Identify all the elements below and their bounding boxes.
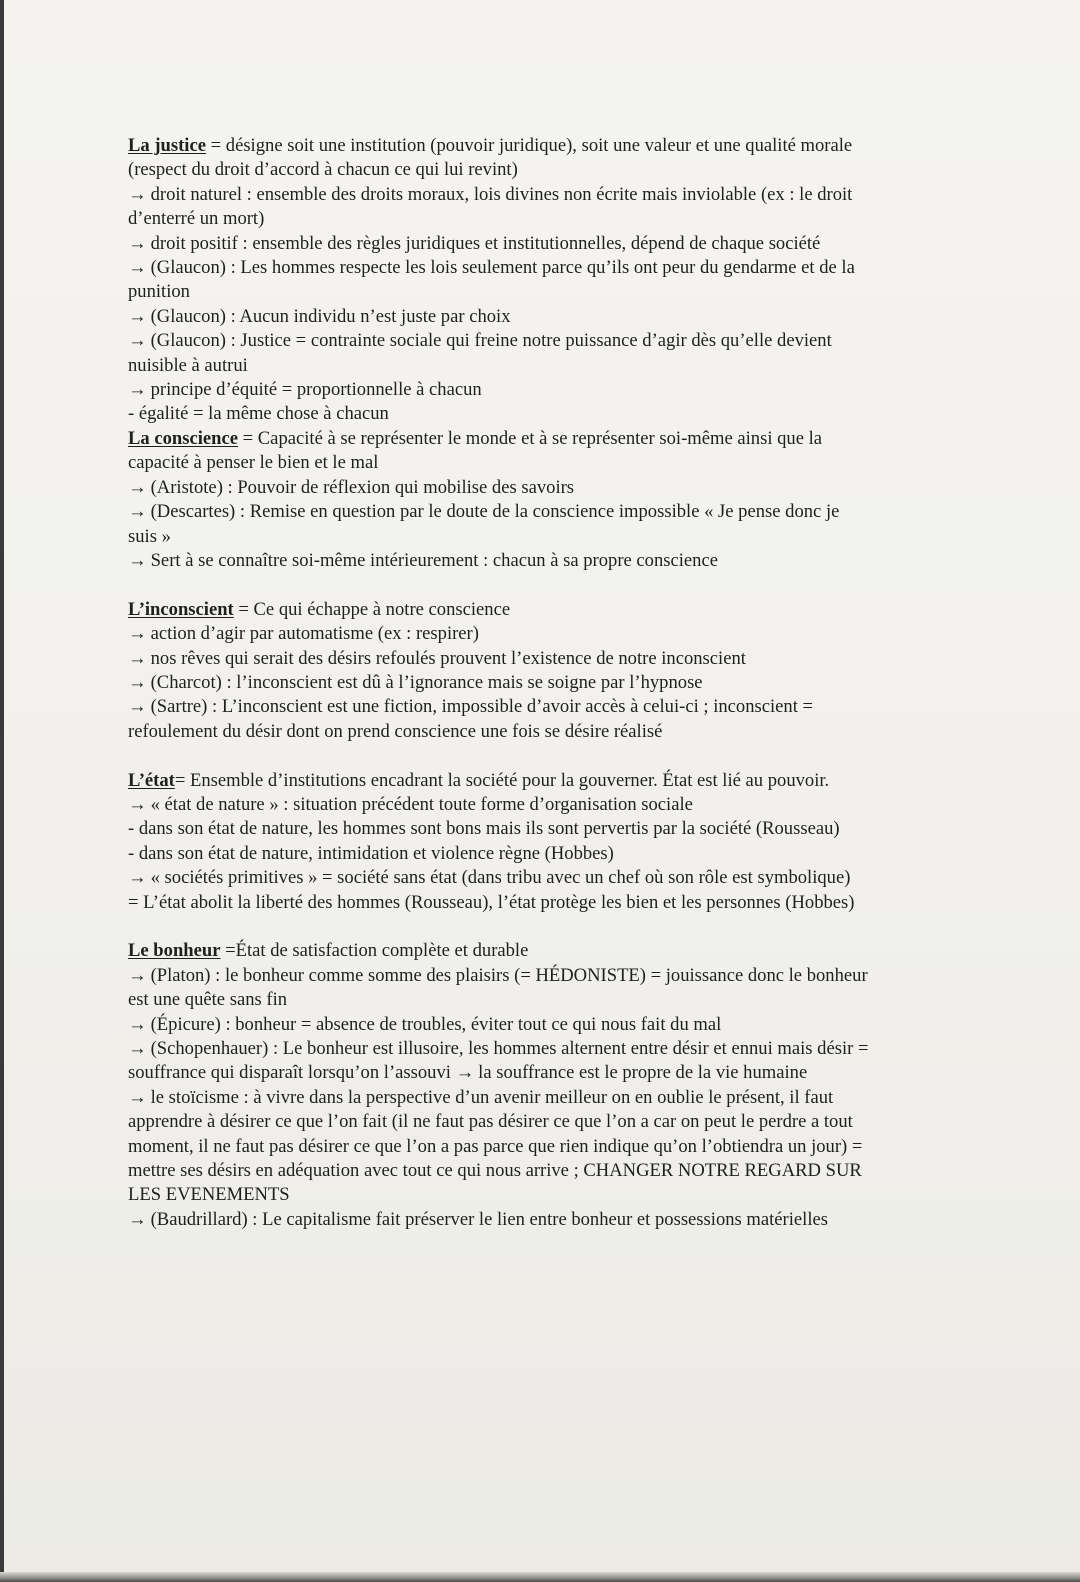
etat-definition: = Ensemble d’institutions encadrant la société pour la gouverner. État est lié au pouvoir. [174,769,830,791]
bonheur-line: → (Épicure) : bonheur = absence de troubles, éviter tout ce qui nous fait du mal [128,1013,948,1037]
bonheur-line: mettre ses désirs en adéquation avec tout ce qui nous arrive ; CHANGER NOTRE REGARD SUR [128,1160,862,1182]
section-conscience [128,427,948,573]
arrow-icon: → [128,1037,147,1059]
arrow-icon: → [128,305,147,327]
conscience-heading-line [128,427,948,451]
arrow-icon: → [128,1208,147,1230]
page-left-edge [0,0,4,1582]
bonheur-definition: =État de satisfaction complète et durable [220,940,529,962]
conscience-heading: La conscience [128,427,238,449]
justice-line: → (Glaucon) : Justice = contrainte sociale qui freine notre puissance d’agir dès qu’elle devient [128,329,948,353]
inconscient-line: → nos rêves qui serait des désirs refoulés prouvent l’existence de notre inconscient [128,647,948,671]
justice-line: nuisible à autrui [128,354,248,376]
section-inconscient [128,598,948,744]
arrow-icon: → [128,1013,147,1035]
bonheur-line: LES EVENEMENTS [128,1184,290,1206]
etat-line: = L’état abolit la liberté des hommes (Rousseau), l’état protège les bien et les personnes (Hobbes) [128,891,855,913]
bonheur-heading-line [128,939,948,963]
inconscient-line: → (Sartre) : L’inconscient est une fiction, impossible d’avoir accès à celui-ci ; inconscient = [128,695,948,719]
section-justice [128,134,948,427]
justice-line: → principe d’équité = proportionnelle à chacun [128,378,948,402]
arrow-icon: → [128,257,147,279]
inconscient-line: → (Charcot) : l’inconscient est dû à l’ignorance mais se soigne par l’hypnose [128,671,948,695]
bonheur-line: souffrance qui disparaît lorsqu’on l’assouvi → la souffrance est le propre de la vie humaine [128,1061,948,1085]
justice-line: → droit naturel : ensemble des droits moraux, lois divines non écrite mais inviolable (ex : le droit [128,183,948,207]
justice-heading-line [128,134,948,158]
justice-line: d’enterré un mort) [128,208,265,230]
section-etat [128,769,948,915]
inconscient-heading-line [128,598,948,622]
arrow-icon: → [128,549,147,571]
etat-line: - dans son état de nature, intimidation et violence règne (Hobbes) [128,842,614,864]
justice-line: - égalité = la même chose à chacun [128,403,389,425]
bonheur-line: moment, il ne faut pas désirer ce que l’on a pas parce que rien indique qu’on l’obtiendra un jour) = [128,1135,863,1157]
inconscient-definition: = Ce qui échappe à notre conscience [233,598,511,620]
section-bonheur [128,939,948,1232]
conscience-line: capacité à penser le bien et le mal [128,452,379,474]
justice-line: (respect du droit d’accord à chacun ce qui lui revint) [128,159,518,181]
arrow-icon: → [455,1062,475,1084]
arrow-icon: → [128,330,147,352]
arrow-icon: → [128,793,147,815]
arrow-icon: → [128,647,147,669]
conscience-definition: = Capacité à se représenter le monde et à se représenter soi-même ainsi que la [238,427,823,449]
bonheur-line: → (Schopenhauer) : Le bonheur est illusoire, les hommes alternent entre désir et ennui mais désir = [128,1037,948,1061]
arrow-icon: → [128,476,147,498]
conscience-line: → (Descartes) : Remise en question par le doute de la conscience impossible « Je pense donc je [128,500,948,524]
inconscient-line: → action d’agir par automatisme (ex : respirer) [128,622,948,646]
arrow-icon: → [128,379,147,401]
arrow-icon: → [128,696,147,718]
bonheur-line: → le stoïcisme : à vivre dans la perspective d’un avenir meilleur on en oublie le présent, il faut [128,1086,948,1110]
etat-line: - dans son état de nature, les hommes sont bons mais ils sont pervertis par la société (Rousseau) [128,818,840,840]
arrow-icon: → [128,671,147,693]
arrow-icon: → [128,183,147,205]
etat-heading-line [128,769,948,793]
bonheur-heading: Le bonheur [128,940,221,962]
bonheur-line: → (Baudrillard) : Le capitalisme fait préserver le lien entre bonheur et possessions matérielles [128,1208,948,1232]
conscience-line: → Sert à se connaître soi-même intérieurement : chacun à sa propre conscience [128,549,948,573]
bonheur-line: est une quête sans fin [128,989,288,1011]
bonheur-line: apprendre à désirer ce que l’on fait (il ne faut pas désirer ce que l’on a car on peut le perdre a tout [128,1111,853,1133]
arrow-icon: → [128,501,147,523]
bonheur-line: → (Platon) : le bonheur comme somme des plaisirs (= HÉDONISTE) = jouissance donc le bonheur [128,964,948,988]
etat-line: → « état de nature » : situation précédent toute forme d’organisation sociale [128,793,948,817]
page-bottom-edge [0,1572,1080,1582]
conscience-line: → (Aristote) : Pouvoir de réflexion qui mobilise des savoirs [128,476,948,500]
arrow-icon: → [128,867,147,889]
justice-line: → droit positif : ensemble des règles juridiques et institutionnelles, dépend de chaque société [128,232,948,256]
justice-line: → (Glaucon) : Aucun individu n’est juste par choix [128,305,948,329]
justice-line: → (Glaucon) : Les hommes respecte les lois seulement parce qu’ils ont peur du gendarme et de la [128,256,948,280]
justice-definition: = désigne soit une institution (pouvoir juridique), soit une valeur et une qualité morale [205,135,853,156]
arrow-icon: → [128,623,147,645]
notes-content [128,134,948,1232]
inconscient-heading: L’inconscient [128,598,234,620]
arrow-icon: → [128,232,147,254]
justice-heading: La justice [128,135,206,156]
inconscient-line: refoulement du désir dont on prend conscience une fois se désire réalisé [128,720,663,742]
justice-line: punition [128,281,190,303]
etat-heading: L’état [128,769,175,791]
arrow-icon: → [128,1086,147,1108]
etat-line: → « sociétés primitives » = société sans état (dans tribu avec un chef où son rôle est symbolique) [128,866,948,890]
conscience-line: suis » [128,525,171,547]
arrow-icon: → [128,964,147,986]
